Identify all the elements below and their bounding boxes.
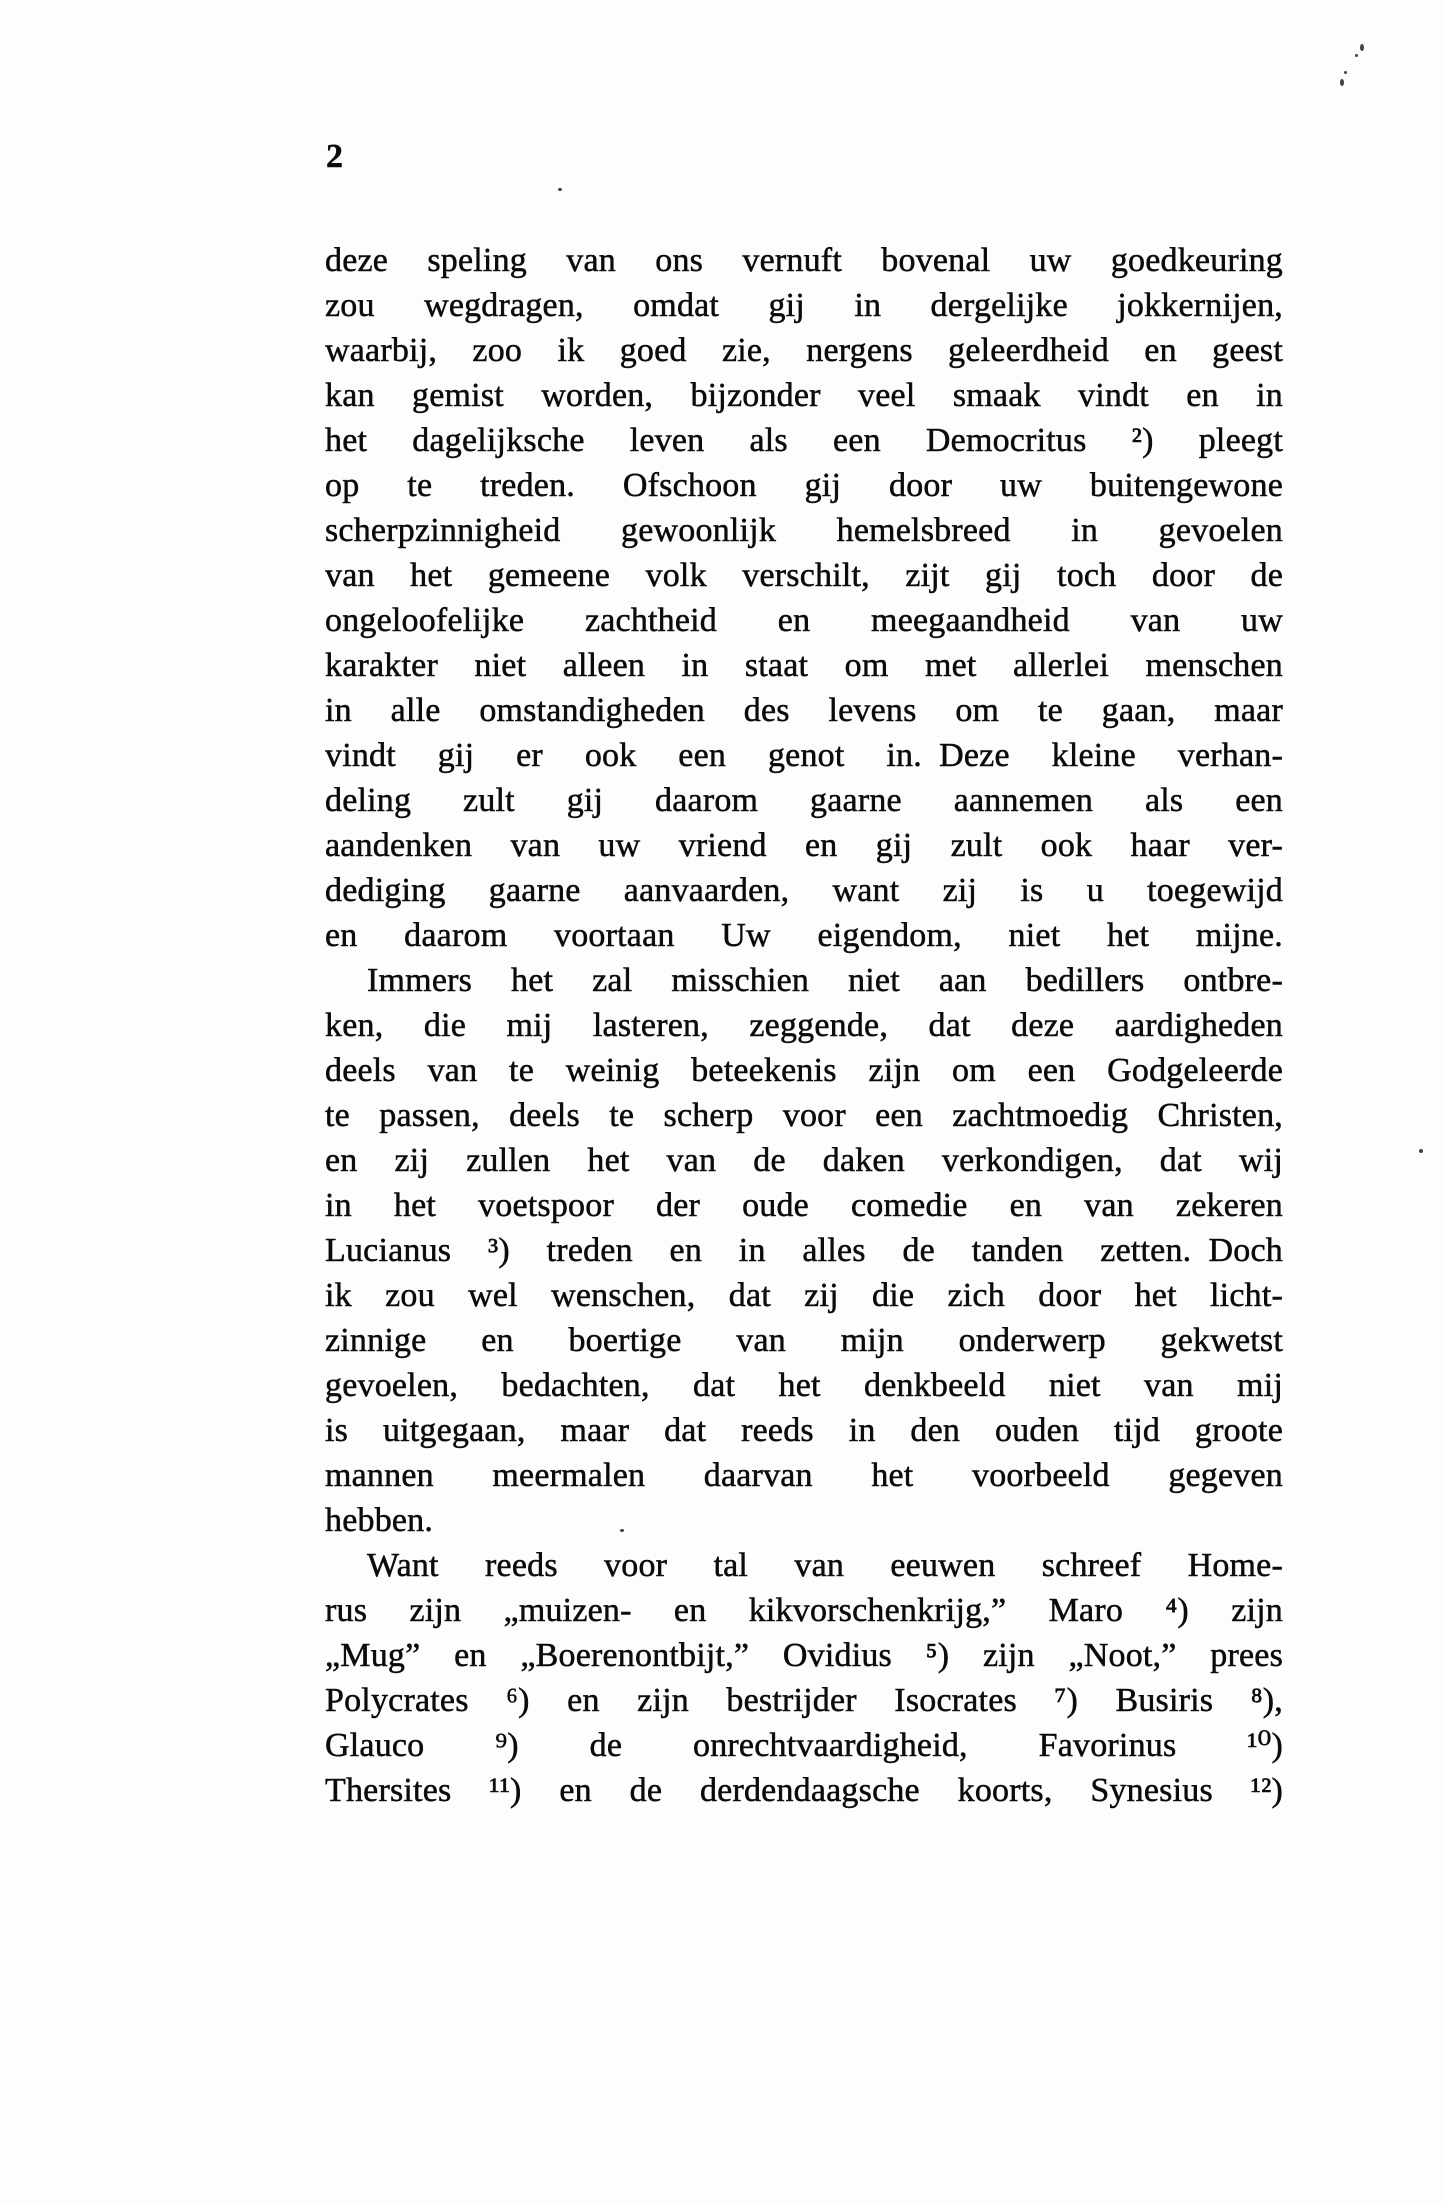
text-line: het dagelijksche leven als een Democritus ²) pleegt (325, 422, 1283, 459)
scan-speckle (1419, 1149, 1423, 1153)
text-line: zinnige en boertige van mijn onderwerp gekwetst (325, 1322, 1283, 1359)
scan-speckle (1355, 54, 1358, 57)
text-line: vindt gij er ook een genot in. Deze kleine verhan- (325, 737, 1283, 774)
text-line: dediging gaarne aanvaarden, want zij is u toegewijd (325, 872, 1283, 909)
text-line: deels van te weinig beteekenis zijn om een Godgeleerde (325, 1052, 1283, 1089)
text-line: deling zult gij daarom gaarne aannemen als een (325, 782, 1283, 819)
text-line-paragraph-end: hebben. (325, 1502, 434, 1539)
text-line: in alle omstandigheden des levens om te gaan, maar (325, 692, 1283, 729)
text-line: Polycrates ⁶) en zijn bestrijder Isocrates ⁷) Busiris ⁸), (325, 1682, 1283, 1719)
text-line: ongeloofelijke zachtheid en meegaandheid van uw (325, 602, 1283, 639)
text-line: mannen meermalen daarvan het voorbeeld gegeven (325, 1457, 1283, 1494)
text-line: in het voetspoor der oude comedie en van zekeren (325, 1187, 1283, 1224)
text-line: scherpzinnigheid gewoonlijk hemelsbreed in gevoelen (325, 512, 1283, 549)
page-number: 2 (326, 138, 344, 175)
text-line: zou wegdragen, omdat gij in dergelijke jokkernijen, (325, 287, 1283, 324)
text-line: deze speling van ons vernuft bovenal uw goedkeuring (325, 242, 1283, 279)
text-line: ik zou wel wenschen, dat zij die zich door het licht- (325, 1277, 1283, 1314)
text-line: en zij zullen het van de daken verkondigen, dat wij (325, 1142, 1283, 1179)
text-line: is uitgegaan, maar dat reeds in den ouden tijd groote (325, 1412, 1283, 1449)
text-line: kan gemist worden, bijzonder veel smaak vindt en in (325, 377, 1283, 414)
text-line: op te treden. Ofschoon gij door uw buitengewone (325, 467, 1283, 504)
text-line: gevoelen, bedachten, dat het denkbeeld niet van mij (325, 1367, 1283, 1404)
text-line: karakter niet alleen in staat om met allerlei menschen (325, 647, 1283, 684)
text-line: rus zijn „muizen- en kikvorschenkrijg,” Maro ⁴) zijn (325, 1592, 1283, 1629)
scan-speckle (1344, 71, 1347, 74)
text-line: te passen, deels te scherp voor een zachtmoedig Christen, (325, 1097, 1283, 1134)
text-line: aandenken van uw vriend en gij zult ook haar ver- (325, 827, 1283, 864)
text-line: ken, die mij lasteren, zeggende, dat deze aardigheden (325, 1007, 1283, 1044)
body-text (325, 238, 1283, 1813)
scan-speckle (558, 188, 562, 191)
scan-speckle (620, 1529, 624, 1532)
text-line: waarbij, zoo ik goed zie, nergens geleerdheid en geest (325, 332, 1283, 369)
text-line: „Mug” en „Boerenontbijt,” Ovidius ⁵) zijn „Noot,” prees (325, 1637, 1283, 1674)
text-line: Glauco ⁹) de onrechtvaardigheid, Favorinus ¹⁰) (325, 1727, 1283, 1764)
text-line: van het gemeene volk verschilt, zijt gij toch door de (325, 557, 1283, 594)
text-line: Lucianus ³) treden en in alles de tanden zetten. Doch (325, 1232, 1283, 1269)
text-line-paragraph-start: Immers het zal misschien niet aan bedillers ontbre- (367, 962, 1283, 999)
text-line-paragraph-start: Want reeds voor tal van eeuwen schreef Home- (367, 1547, 1283, 1584)
scan-speckle (1340, 79, 1344, 86)
text-line: Thersites ¹¹) en de derdendaagsche koorts, Synesius ¹²) (325, 1772, 1283, 1809)
scan-speckle (1360, 44, 1364, 51)
text-line: en daarom voortaan Uw eigendom, niet het mijne. (325, 917, 1283, 954)
